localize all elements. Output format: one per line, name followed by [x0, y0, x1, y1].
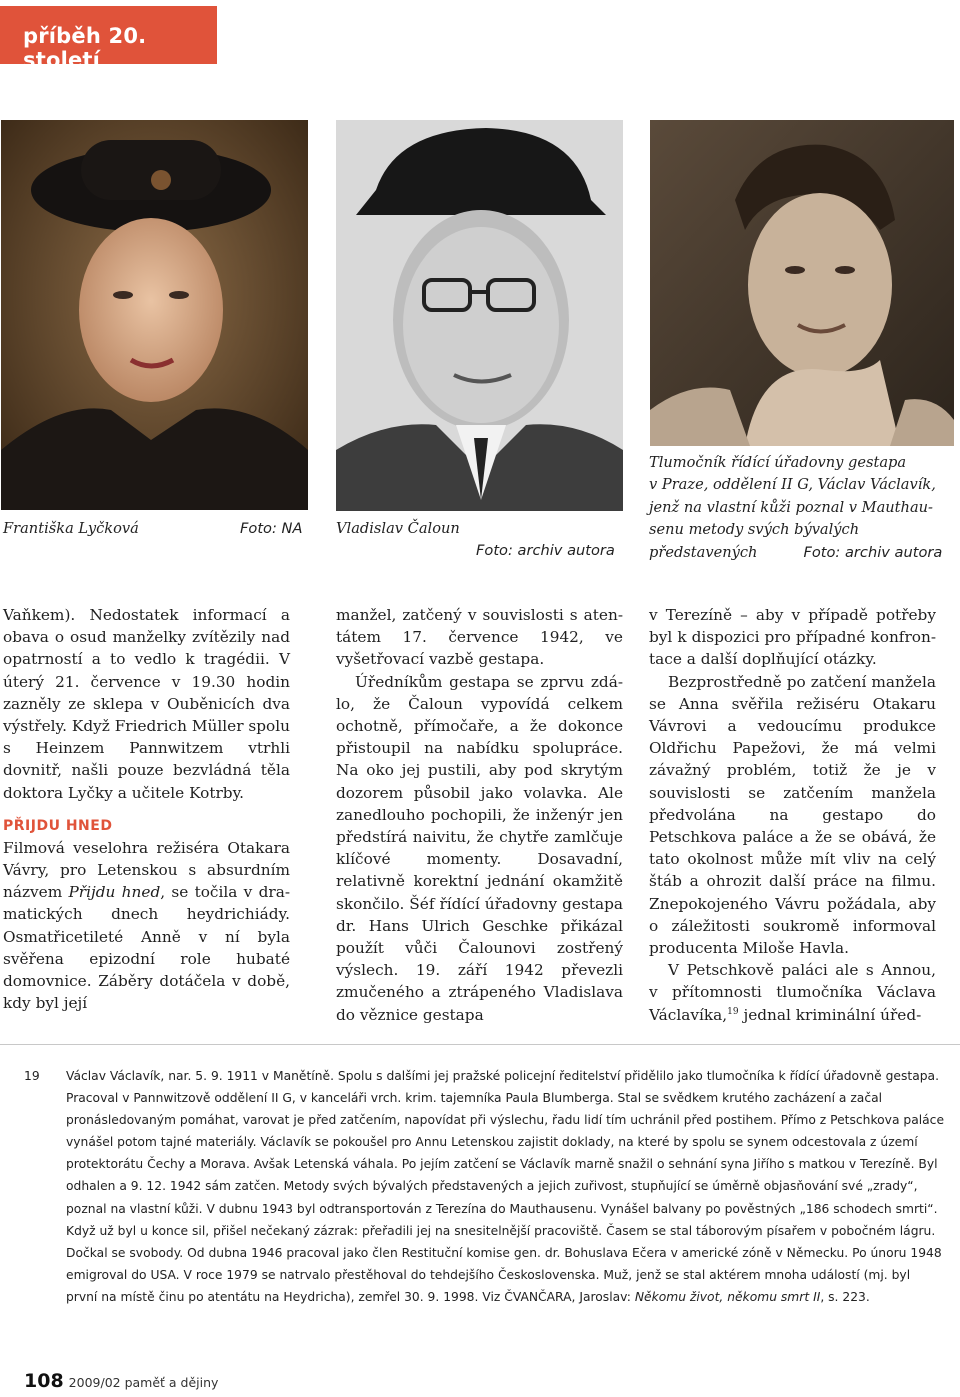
photo-3-caption-line: Tlumočník řídící úřadovny gestapa	[649, 454, 907, 471]
subheading: PŘIJDU HNED	[3, 817, 113, 834]
page-folio	[24, 1370, 218, 1392]
photo-2-caption-credit: Foto: archiv autora	[476, 542, 615, 559]
photo-3-caption-line: představených	[649, 543, 758, 561]
paragraph-text: jednal kriminální úřed-	[738, 1005, 922, 1024]
section-tab: příběh 20. století	[0, 6, 217, 64]
text-column-1	[3, 604, 290, 1014]
photo-2-caption-credit-wrap	[476, 540, 615, 562]
photo-3-caption-line-last	[649, 542, 942, 564]
portrait-woman-photo	[1, 120, 308, 510]
page-number: 108	[24, 1370, 64, 1392]
photo-3-caption-line: senu metody svých bývalých	[649, 521, 860, 539]
paragraph-text: Filmová veselohra režiséra Otakara Vávry, pro Letenskou s absurdním názvem	[3, 838, 290, 902]
photo-3-caption-line: jenž na vlastní kůži poznal v Mauthau-	[649, 498, 933, 516]
text-column-2	[336, 604, 623, 1026]
portrait-man-hand-chin-photo	[650, 120, 954, 446]
footnote-reference: 19	[727, 1006, 739, 1017]
photo-3-caption-line: v Praze, oddělení II G, Václav Václavík,	[649, 476, 936, 494]
book-title: Někomu život, někomu smrt II	[634, 1289, 821, 1304]
footnote	[24, 1065, 944, 1308]
text-column-3	[649, 604, 936, 1026]
photo-1-caption-credit: Foto: NA	[240, 520, 303, 537]
paragraph: manžel, zatčený v souvislosti s atentátem 17. července 1942, ve vyšetřovací vazbě gestapa.	[336, 606, 623, 669]
paragraph: Bezprostředně po zatčení manžela se Anna svěřila režiséru Otakaru Vávrovi a vedoucímu produkce Oldřichu Papežovi, že má velmi závažný problém, totiž že je v souvislosti se zatčením manžela předvolána na gestapo do Petschkova paláce a že se obává, že tato okolnost může mít vliv na celý štáb a ohrozit další práce na filmu. Znepokojeného Vávru požádala, aby o záležitosti soukromě informoval producenta Miloše Havla.	[649, 672, 936, 958]
photo-3-caption	[649, 452, 942, 564]
paragraph: v Terezíně – aby v případě potřeby byl k dispozici pro případné konfrontace a další doplňující otázky.	[649, 606, 936, 669]
footnote-body: , s. 223.	[820, 1289, 870, 1304]
portrait-man-glasses-photo	[336, 120, 623, 511]
paragraph-text: V Petschkově paláci ale s Annou, v přítomnosti tlumočníka Václava Václavíka,	[649, 961, 936, 1024]
footnote-divider	[0, 1044, 960, 1045]
paragraph	[3, 837, 290, 1015]
photo-1-caption-credit-wrap	[240, 518, 302, 540]
paragraph-text: , se točila v dramatických dnech heydrichiády. Osmatřicetileté Anně v ní byla svěřena epizodní role hubaté domovnice. Záběry dotáčela v době, kdy byl její	[3, 883, 290, 1013]
film-title: Přijdu hned	[68, 883, 161, 902]
paragraph: Úředníkům gestapa se zprvu zdálo, že Čaloun vypovídá celkem ochotně, přímočaře, a že dokonce přistoupil na nabídku spolupráce. Na oko jej pustili, aby pod skrytým dozorem působil jako volavka. Ale zanedlouho pochopili, že inženýr jen předstírá naivitu, že chytře zamlčuje klíčové momenty. Dosavadní, relativně korektní jednání okamžitě skončilo. Šéf řídící úřadovny gestapa dr. Hans Ulrich Geschke přikázal použít vůči Čalounovi zostřený výslech. 19. září 1942 převezli zmučeného a ztrápeného Vladislava do věznice gestapa	[336, 672, 623, 1024]
photo-1-caption-name: Františka Lyčková	[3, 520, 139, 537]
photo-2-caption-name: Vladislav Čaloun	[336, 520, 460, 537]
photo-3-caption-credit: Foto: archiv autora	[803, 543, 943, 561]
footnote-text	[66, 1065, 944, 1308]
footnote-body: Václav Václavík, nar. 5. 9. 1911 v Manětíně. Spolu s dalšími jej pražské policejní ředitelství přidělilo jako tlumočníka k řídící úřadovně gestapa. Pracoval v Pannwitzově oddělení II G, v kanceláři vrch. krim. tajemníka Paula Blumberga. Stal se svědkem krutého zacházení a začal pronásledovaným pomáhat, varovat je před zatčením, napovídat při výslechu, řadu lidí tím uchránil před postihem. Přímo z Petschkova paláce vynášel potom tajné materiály. Václavík se pokoušel pro Annu Letenskou zajistit doklady, na které by spolu se synem odcestovala z území protektorátu Čechy a Morava. Avšak Letenská váhala. Po jejím zatčení se Václavík marně snažil o sehnání syna Jiřího s matkou v Terezíně. Byl odhalen a 9. 12. 1942 sám zatčen. Metody svých bývalých představených a jejich zuřivost, stupňující se úměrně objasňování své „zrady“, poznal na vlastní kůži. V dubnu 1943 byl odtransportován z Terezína do Mauthausenu. Vynášel balvany po pověstných „186 schodech smrti“. Když už byl u konce sil, přišel nečekaný zázrak: přeřadili jej na snesitelnější pracoviště. Časem se stal táborovým písařem v pobočném lágru. Dočkal se svobody. Od dubna 1946 pracoval jako člen Restituční komise gen. dr. Bohuslava Ečera v americké zóně v Německu. Po únoru 1948 emigroval do USA. V roce 1979 se natrvalo přestěhoval do tehdejšího Československa. Muž, jenž se stal aktérem mnoha událostí (mj. byl první na místě činu po atentátu na Heydricha), zemřel 30. 9. 1998. Viz ČVANČARA, Jaroslav:	[66, 1069, 945, 1304]
paragraph: Vaňkem). Nedostatek informací a obava o osud manželky zvítězily nad opatrností a to vedlo k tragédii. V úterý 21. července v 19.30 hodin zazněly ze sklepa v Ouběnicích dva výstřely. Když Friedrich Müller spolu s Heinzem Pannwitzem vtrhli dovnitř, našli pouze bezvládná těla doktora Lyčky a učitele Kotrby.	[3, 606, 290, 802]
magazine-issue: 2009/02 paměť a dějiny	[68, 1375, 219, 1390]
paragraph	[649, 959, 936, 1026]
footnote-number: 19	[24, 1069, 40, 1083]
